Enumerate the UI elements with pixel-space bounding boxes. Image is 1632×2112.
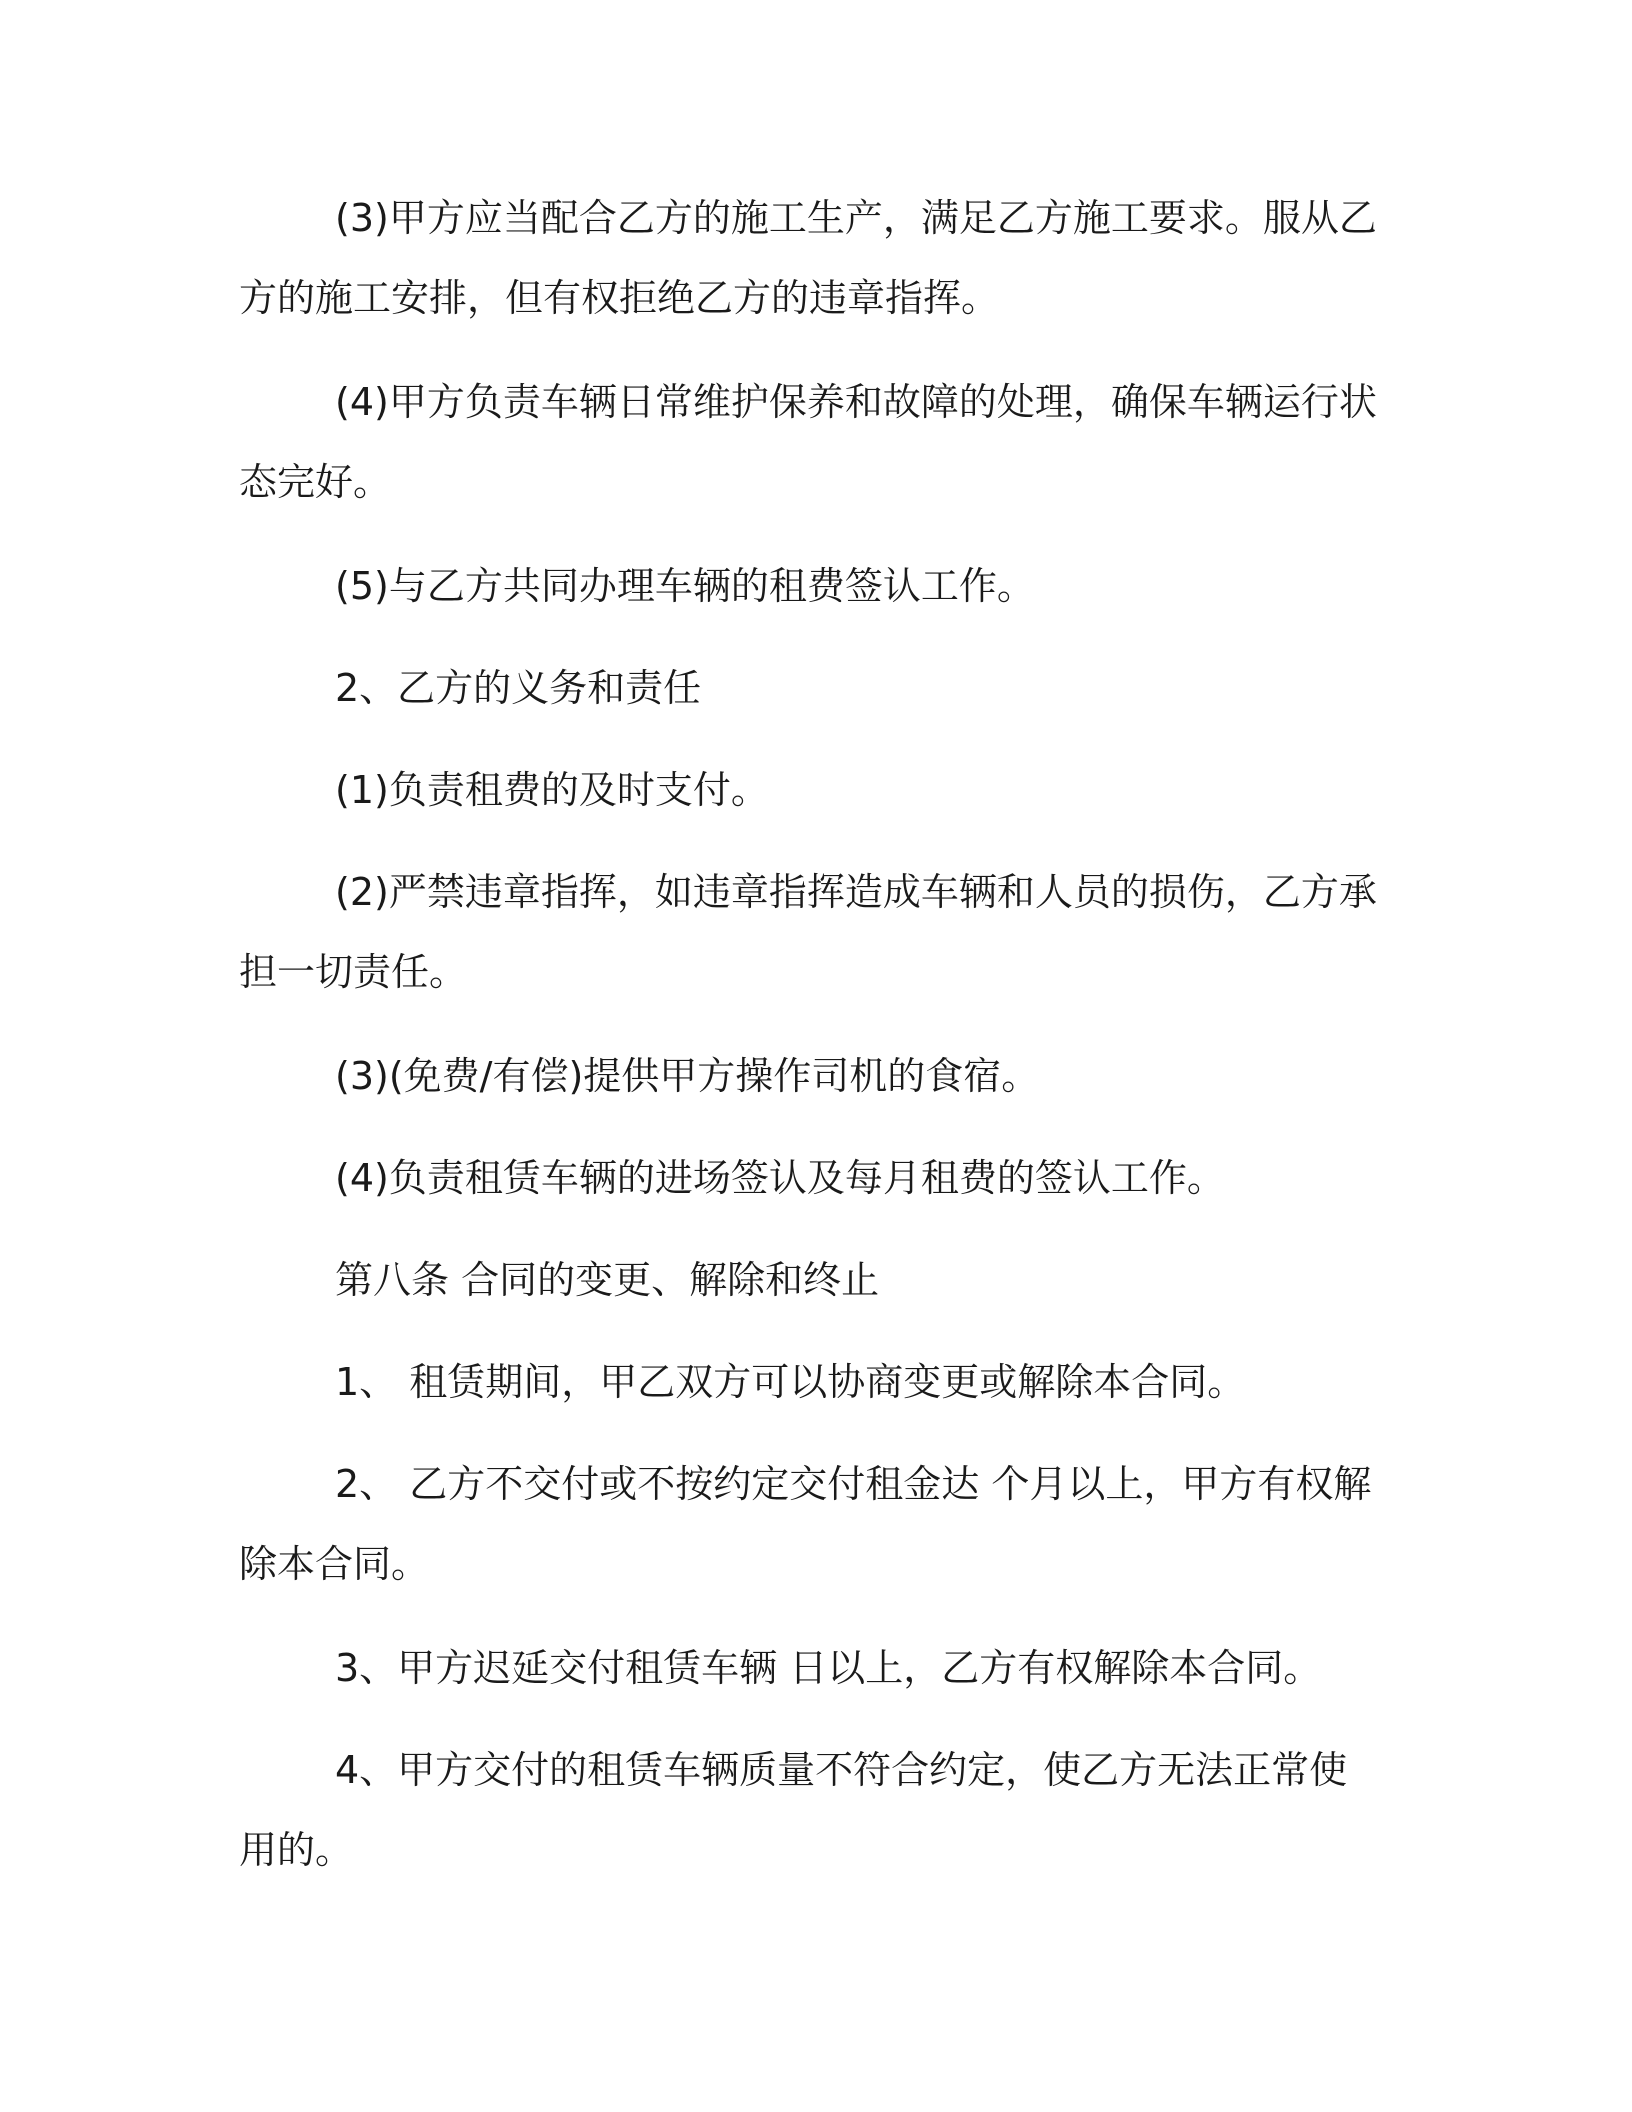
paragraph-party-a-5: (5)与乙方共同办理车辆的租费签认工作。 bbox=[335, 564, 1035, 608]
paragraph-article-8-4: 4、甲方交付的租赁车辆质量不符合约定，使乙方无法正常使用的。 bbox=[239, 1748, 1348, 1872]
paragraph-party-b-1: (1)负责租费的及时支付。 bbox=[335, 768, 769, 812]
paragraph-party-b-3: (3)(免费/有偿)提供甲方操作司机的食宿。 bbox=[335, 1054, 1040, 1098]
heading-article-8: 第八条 合同的变更、解除和终止 bbox=[335, 1258, 880, 1302]
paragraph-article-8-3: 3、甲方迟延交付租赁车辆 日以上，乙方有权解除本合同。 bbox=[335, 1646, 1322, 1690]
heading-party-b-duties: 2、乙方的义务和责任 bbox=[335, 666, 702, 710]
paragraph-party-a-3: (3)甲方应当配合乙方的施工生产，满足乙方施工要求。服从乙方的施工安排，但有权拒绝乙方的违章指挥。 bbox=[239, 196, 1377, 320]
paragraph-party-b-2: (2)严禁违章指挥，如违章指挥造成车辆和人员的损伤，乙方承担一切责任。 bbox=[239, 870, 1377, 994]
paragraph-party-a-4: (4)甲方负责车辆日常维护保养和故障的处理，确保车辆运行状态完好。 bbox=[239, 380, 1377, 504]
paragraph-article-8-2: 2、 乙方不交付或不按约定交付租金达 个月以上，甲方有权解除本合同。 bbox=[239, 1462, 1372, 1586]
paragraph-article-8-1: 1、 租赁期间，甲乙双方可以协商变更或解除本合同。 bbox=[335, 1360, 1246, 1404]
paragraph-party-b-4: (4)负责租赁车辆的进场签认及每月租费的签认工作。 bbox=[335, 1156, 1225, 1200]
